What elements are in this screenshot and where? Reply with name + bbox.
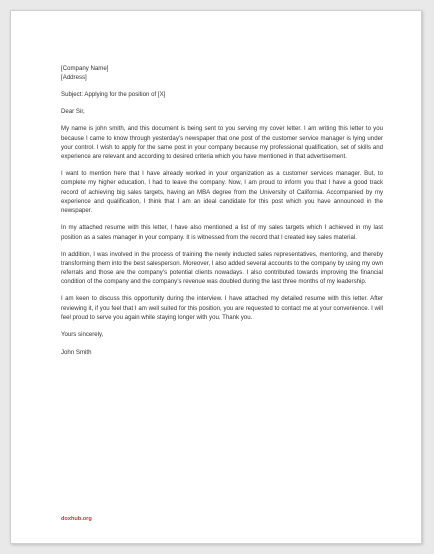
letter-body <box>61 64 383 358</box>
brand-footer: doxhub.org <box>61 516 92 522</box>
paragraph-4: In addition, I was involved in the process of training the newly inducted sales representatives, mentoring, and thereby transforming them into the best salesperson. Moreover, I also added several accounts to the company by using my own referrals and those are the company’s potential clients nowadays. I also contributed towards improving the financial condition of the company and the company’s revenue was doubled during the last three months of my leadership. <box>61 250 383 286</box>
signature: John Smith <box>61 349 92 357</box>
document-page <box>10 10 422 544</box>
recipient-address <box>61 64 383 83</box>
paragraph-3: In my attached resume with this letter, I have also mentioned a list of my sales targets which I achieved in my last position as a sales manager in your company. It is witnessed from the record that I created key sales material. <box>61 224 383 241</box>
company-address: [Address] <box>61 74 87 82</box>
subject-line: Subject: Applying for the position of [X] <box>61 91 166 99</box>
salutation: Dear Sir, <box>61 108 85 116</box>
closing: Yours sincerely, <box>61 331 104 339</box>
paragraph-1: My name is john smith, and this document is being sent to you serving my cover letter. I am writing this letter to you because I came to know through yesterday’s newspaper that one post of the customer service manager is lying under your control. I wish to apply for the same post in your company because my professional qualification, set of skills and experience are relevant and according to desired criteria which you have mentioned in that advertisement. <box>61 125 383 161</box>
paragraph-5: I am keen to discuss this opportunity during the interview. I have attached my detailed resume with this letter. After reviewing it, if you feel that I am well suited for this position, you are requested to contact me at your convenience. I will feel proud to serve you again while staying longer with you. Thank you. <box>61 295 383 322</box>
paragraph-2: I want to mention here that I have already worked in your organization as a customer services manager. But, to complete my higher education, I had to leave the company. Now, I am proud to inform you that I have a good track record of achieving big sales targets, having an MBA degree from the University of California. Accompanied by my experience and qualification, I think that I am an ideal candidate for this post which you have announced in the newspaper. <box>61 170 383 215</box>
company-name: [Company Name] <box>61 65 109 72</box>
